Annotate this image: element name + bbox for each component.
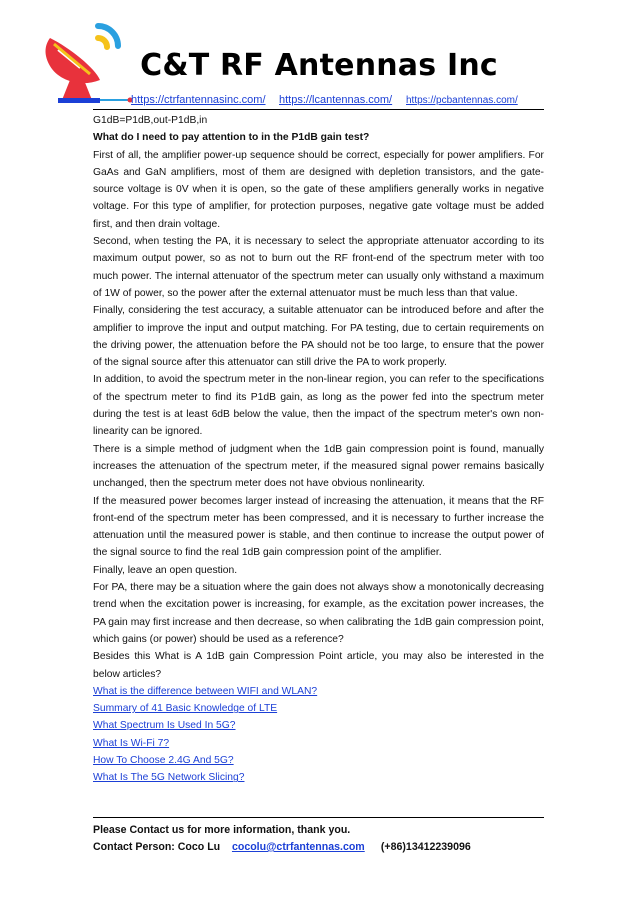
paragraph: There is a simple method of judgment when the 1dB gain compression point is found, manually increases the attenuation of the spectrum meter, if the measured signal power remains basically unchanged, then the spectrum meter does not have obvious nonlinearity. <box>93 443 544 490</box>
paragraph: Besides this What is A 1dB gain Compression Point article, you may also be interested in the below articles? <box>93 651 544 680</box>
footer <box>93 822 544 856</box>
header-link-pcbantennas[interactable]: https://pcbantennas.com/ <box>406 95 518 106</box>
formula-line: G1dB=P1dB,out-P1dB,in <box>93 115 208 126</box>
paragraph: First of all, the amplifier power-up sequence should be correct, especially for power amplifiers. For GaAs and GaN amplifiers, most of them are designed with depletion transistors, and the gate-source voltage is 0V when it is open, so the gate of these amplifiers generally works in negative voltage. For this type of amplifier, for protection purposes, negative gate voltage must be added first, and then drain voltage. <box>93 149 544 230</box>
paragraph: Finally, leave an open question. <box>93 564 238 576</box>
related-link-lte[interactable]: Summary of 41 Basic Knowledge of LTE <box>93 703 278 715</box>
paragraph: If the measured power becomes larger instead of increasing the attenuation, it means that the RF front-end of the spectrum meter has been compressed, and it is necessary to further increase the attenuation until the measured power is stable, and then continue to increase the output power of the signal source to find the real 1dB gain compression point of the amplifier. <box>93 495 544 559</box>
paragraph: Finally, considering the test accuracy, a suitable attenuator can be introduced before and after the amplifier to improve the input and output matching. For PA testing, due to certain requirements on the driving power, the attenuation before the PA should not be too large, to ensure that the power of the signal source after this attenuator can still drive the PA to work properly. <box>93 305 544 369</box>
header-divider <box>93 109 544 110</box>
related-link-5g-spectrum[interactable]: What Spectrum Is Used In 5G? <box>93 720 236 732</box>
footer-contact-note: Please Contact us for more information, thank you. <box>93 824 351 836</box>
contact-person: Contact Person: Coco Lu <box>93 841 221 853</box>
header-link-lcantennas[interactable]: https://lcantennas.com/ <box>279 94 393 106</box>
related-link-5g-slicing[interactable]: What Is The 5G Network Slicing? <box>93 772 245 784</box>
paragraph: For PA, there may be a situation where the gain does not always show a monotonically decreasing trend when the excitation power is increasing, for example, as the excitation power increases, the PA gain may first increase and then decrease, so when calibrating the 1dB gain compression point, which gains (or power) should be used as a reference? <box>93 582 544 645</box>
paragraph: In addition, to avoid the spectrum meter in the non-linear region, you can refer to the specifications of the spectrum meter to find its P1dB gain, as long as the power fed into the spectrum meter during the test is at least 6dB below the value, then the impact of the spectrum meter's own non-linearity can be ignored. <box>93 374 544 438</box>
article-body <box>93 112 544 787</box>
company-title: C&T RF Antennas Inc <box>140 48 498 83</box>
related-link-wifi-wlan[interactable]: What is the difference between WIFI and WLAN? <box>93 685 318 697</box>
header-link-ctrfantennasinc[interactable]: https://ctrfantennasinc.com/ <box>131 94 266 106</box>
footer-contact-row <box>93 839 544 856</box>
paragraph: Second, when testing the PA, it is necessary to select the appropriate attenuator according to its maximum output power, so as not to burn out the RF front-end of the spectrum meter with too much power. The internal attenuator of the spectrum meter can usually only withstand a maximum of 1W of power, so the power after the external attenuator must be much less than that value. <box>93 236 544 299</box>
contact-email-link[interactable]: cocolu@ctrfantennas.com <box>231 841 365 853</box>
related-link-wifi7[interactable]: What Is Wi-Fi 7? <box>93 737 170 749</box>
footer-divider <box>93 817 544 818</box>
related-link-24g-5g[interactable]: How To Choose 2.4G And 5G? <box>93 754 234 766</box>
section-heading: What do I need to pay attention to in the P1dB gain test? <box>93 132 370 144</box>
contact-phone: (+86)13412239096 <box>380 841 471 853</box>
